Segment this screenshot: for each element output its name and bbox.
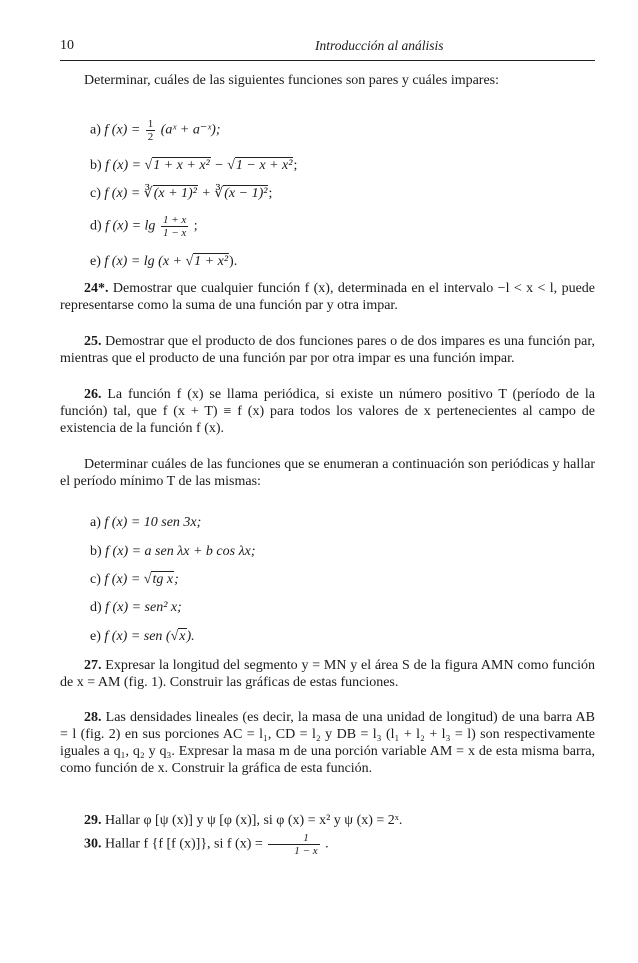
- running-header: [60, 38, 595, 61]
- problem-26: 26. La función f (x) se llama periódica, si existe un número positivo T (período de la función) tal, que f (x + T) ≡ f (x) para todos los valores de x pertenecientes al campo de existencia de la función f (x).: [60, 387, 595, 436]
- intro-paragraph: Determinar, cuáles de las siguientes funciones son pares y cuáles impares:: [84, 73, 500, 88]
- item-c-parity: c) f (x) = ∛(x + 1)² + ∛(x − 1)²;: [90, 186, 273, 201]
- item-a-periodic: a) f (x) = 10 sen 3x;: [90, 515, 202, 530]
- fraction: $\frac{1 + x}{1 - x}$: [162, 214, 187, 239]
- problem-27: 27. Expresar la longitud del segmento y = MN y el área S de la figura AMN como función de x = AM (fig. 1). Construir las gráficas de estas funciones.: [60, 658, 595, 690]
- item-a-parity: a) f (x) = $\frac{1}{2}$ (aˣ + a⁻ˣ);: [90, 118, 221, 143]
- problem-25: 25. Demostrar que el producto de dos funciones pares o de dos impares es una función par, mientras que el producto de una función par por otra impar es una función impar.: [60, 334, 595, 366]
- item-e-periodic: e) f (x) = sen (√x).: [90, 629, 195, 644]
- fraction: $\frac{1}{1 - x}$: [268, 832, 319, 857]
- item-b-parity: b) f (x) = √1 + x + x² − √1 − x + x²;: [90, 158, 298, 173]
- problem-24: 24*. Demostrar que cualquier función f (x), determinada en el intervalo −l < x < l, puede representarse como la suma de una función par y otra impar.: [60, 281, 596, 313]
- item-b-periodic: b) f (x) = a sen λx + b cos λx;: [90, 544, 256, 559]
- running-title: Introducción al análisis: [315, 38, 444, 53]
- problem-26-continuation: Determinar cuáles de las funciones que se enumeran a continuación son periódicas y hallar el período mínimo T de las mismas:: [60, 457, 595, 489]
- problem-30: 30. Hallar f {f [f (x)]}, si f (x) = $\frac{1}{1 - x}$ .: [84, 832, 329, 857]
- problem-29: 29. Hallar φ [ψ (x)] y ψ [φ (x)], si φ (x) = x² y ψ (x) = 2ˣ.: [84, 813, 403, 828]
- fraction: $\frac{1}{2}$: [147, 118, 154, 143]
- item-e-parity: e) f (x) = lg (x + √1 + x²).: [90, 254, 238, 269]
- item-c-periodic: c) f (x) = √tg x;: [90, 572, 179, 587]
- problem-28: 28. Las densidades lineales (es decir, la masa de una unidad de longitud) de una barra AB = l (fig. 2) en sus porciones AC = l₁, CD = l₂ y DB = l₃ (l₁ + l₂ + l₃ = l) son respectivamente iguales a q₁, q₂ y q₃. Expresar la masa m de una porción variable AM = x de esta misma barra, como función de x. Construir la gráfica de esta función.: [60, 710, 596, 776]
- page-number: 10: [60, 38, 74, 53]
- item-d-parity: d) f (x) = lg $\frac{1 + x}{1 - x}$ ;: [90, 214, 198, 239]
- item-d-periodic: d) f (x) = sen² x;: [90, 600, 182, 615]
